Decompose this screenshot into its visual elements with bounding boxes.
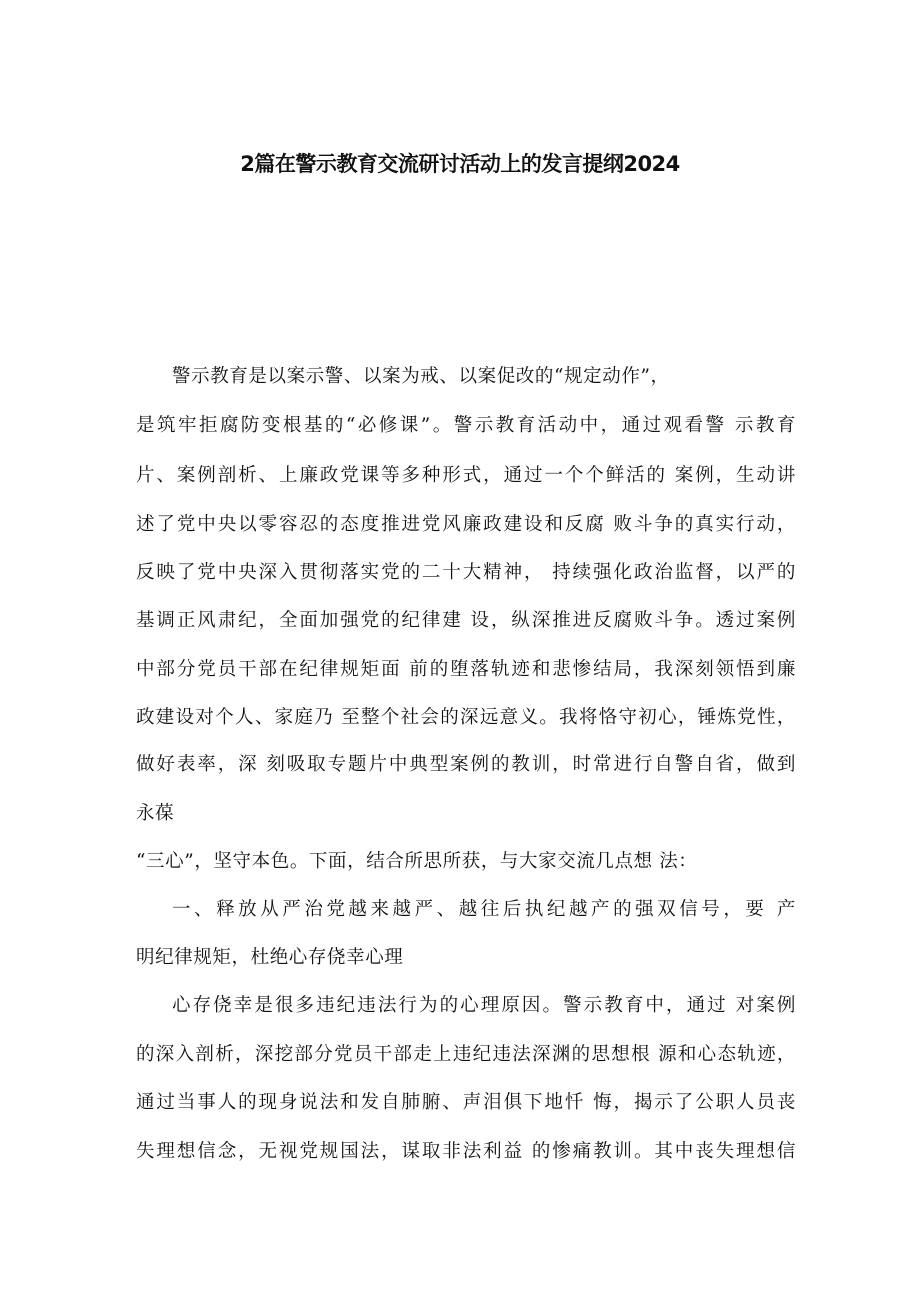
body-line: 心存侥幸是很多违纪违法行为的心理原因。警示教育中，通过 对案例	[172, 995, 796, 1016]
body-line: 中部分党员干部在纪律规矩面 前的堕落轨迹和悲惨结局，我深刻领悟到廉	[136, 659, 796, 680]
body-line: 通过当事人的现身说法和发自肺腑、声泪俱下地忏 悔，揭示了公职人员丧	[136, 1092, 796, 1113]
body-line: 做好表率，深 刻吸取专题片中典型案例的教训，时常进行自警自省，做到	[136, 754, 796, 775]
body-line: “三心”，坚守本色。下面，结合所思所获，与大家交流几点想 法：	[136, 851, 698, 872]
body-line: 是筑牢拒腐防变根基的“必修课”。警示教育活动中，通过观看警 示教育	[136, 415, 796, 436]
section-heading-line: 明纪律规矩，杜绝心存侥幸心理	[136, 947, 404, 968]
body-line: 述了党中央以零容忍的态度推进党风廉政建设和反腐 败斗争的真实行动，	[136, 514, 796, 535]
body-line: 政建设对个人、家庭乃 至整个社会的深远意义。我将恪守初心，锤炼党性，	[136, 707, 796, 728]
body-line: 基调正风肃纪，全面加强党的纪律建 设，纵深推进反腐败斗争。透过案例	[136, 610, 796, 631]
body-line: 的深入剖析，深挖部分党员干部走上违纪违法深渊的思想根 源和心态轨迹，	[136, 1044, 796, 1065]
body-line: 片、案例剖析、上廉政党课等多种形式，通过一个个鲜活的 案例，生动讲	[136, 465, 796, 486]
body-line: 反映了党中央深入贯彻落实党的二十大精神， 持续强化政治监督，以严的	[136, 562, 796, 583]
body-line: 永葆	[136, 803, 175, 824]
section-heading-line: 一、释放从严治党越来越严、越往后执纪越产的强双信号，要 产	[172, 899, 796, 920]
document-title: 2篇在警示教育交流研讨活动上的发言提纲2024	[240, 152, 680, 176]
body-line: 警示教育是以案示警、以案为戒、以案促改的“规定动作”，	[172, 366, 670, 387]
body-line: 失理想信念，无视党规国法，谋取非法利益 的惨痛教训。其中丧失理想信	[136, 1141, 796, 1162]
